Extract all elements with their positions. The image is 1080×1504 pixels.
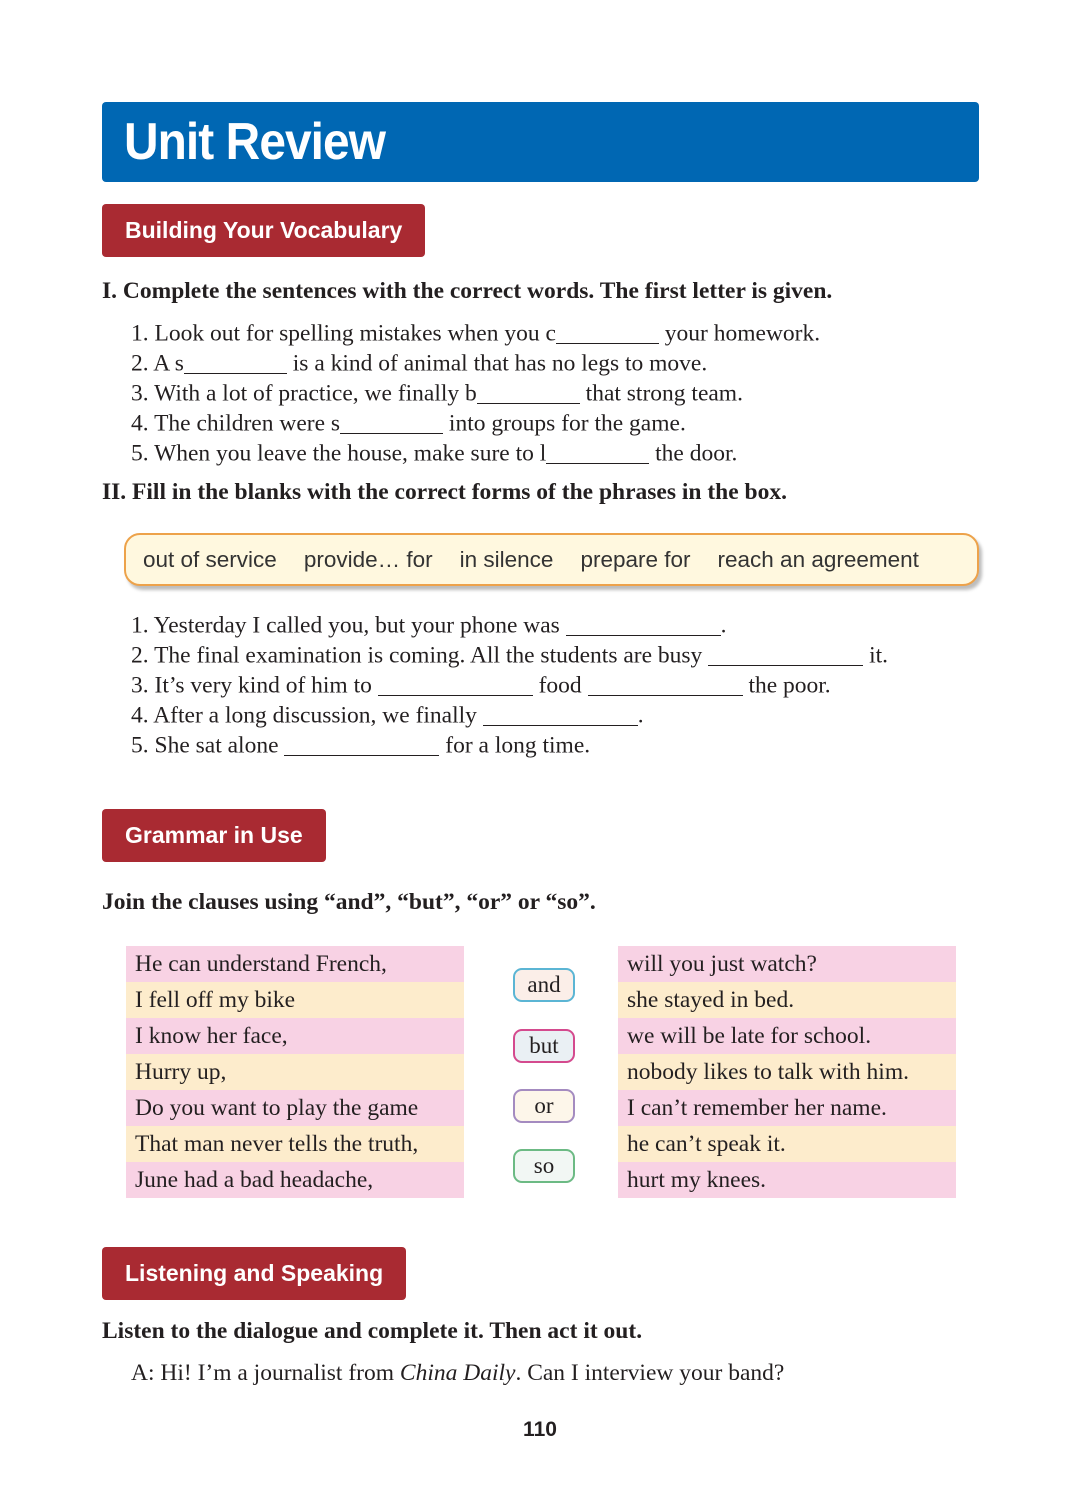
conjunction-and: and <box>513 968 575 1002</box>
answer-blank[interactable] <box>284 731 439 756</box>
item-text: the door. <box>649 440 738 467</box>
item-text: 2. A s <box>131 350 184 377</box>
right-clause: we will be late for school. <box>618 1018 956 1054</box>
item-text: for a long time. <box>439 732 591 759</box>
item-text: 4. The children were s <box>131 410 341 437</box>
item-text: 1. Yesterday I called you, but your phone was <box>131 612 566 639</box>
phrase-option: out of service <box>143 546 277 572</box>
item-text: food <box>532 672 588 699</box>
phrase-option: reach an agreement <box>717 546 919 572</box>
item-text: your homework. <box>658 320 821 347</box>
right-clause: nobody likes to talk with him. <box>618 1054 956 1090</box>
conjunction-but: but <box>513 1029 575 1063</box>
newspaper-name: China Daily <box>399 1360 516 1386</box>
item-text: the poor. <box>742 672 831 699</box>
conjunction-or: or <box>513 1089 575 1123</box>
item-text: 3. It’s very kind of him to <box>131 672 378 699</box>
right-clause: hurt my knees. <box>618 1162 956 1198</box>
phrase-item <box>131 611 727 640</box>
page-title: Unit Review <box>124 113 386 171</box>
unit-review-banner <box>102 102 979 182</box>
phrase-option: in silence <box>459 546 554 572</box>
answer-blank[interactable] <box>483 701 638 726</box>
answer-blank[interactable] <box>340 409 443 434</box>
grammar-instruction: Join the clauses using “and”, “but”, “or” or “so”. <box>102 889 596 915</box>
answer-blank[interactable] <box>588 671 743 696</box>
answer-blank[interactable] <box>708 641 863 666</box>
answer-blank[interactable] <box>184 349 287 374</box>
item-text: . <box>637 702 644 729</box>
answer-blank[interactable] <box>477 379 580 404</box>
vocab-item <box>131 349 707 378</box>
section-tag-vocabulary: Building Your Vocabulary <box>102 204 425 257</box>
vocab-item <box>131 379 743 408</box>
phrase-item <box>131 731 590 760</box>
right-clause: will you just watch? <box>618 946 956 982</box>
phrase-option: prepare for <box>580 546 691 572</box>
left-clause: He can understand French, <box>126 946 464 982</box>
item-text: . <box>720 612 727 639</box>
vocab-item <box>131 409 686 438</box>
right-clause: he can’t speak it. <box>618 1126 956 1162</box>
item-text: is a kind of animal that has no legs to move. <box>286 350 708 377</box>
answer-blank[interactable] <box>378 671 533 696</box>
conjunction-so: so <box>513 1149 575 1183</box>
left-clause: Hurry up, <box>126 1054 464 1090</box>
part1-instruction: I. Complete the sentences with the correct words. The first letter is given. <box>102 278 833 304</box>
right-clauses-table <box>618 946 956 1198</box>
item-text: 2. The final examination is coming. All the students are busy <box>131 642 709 669</box>
left-clause: That man never tells the truth, <box>126 1126 464 1162</box>
answer-blank[interactable] <box>556 319 659 344</box>
listening-instruction: Listen to the dialogue and complete it. Then act it out. <box>102 1318 643 1344</box>
vocab-item <box>131 319 820 348</box>
page-number: 110 <box>523 1418 557 1441</box>
left-clause: I fell off my bike <box>126 982 464 1018</box>
phrase-option: provide… for <box>303 546 433 572</box>
left-clause: June had a bad headache, <box>126 1162 464 1198</box>
left-clause: I know her face, <box>126 1018 464 1054</box>
dialogue-text: A: Hi! I’m a journalist from <box>131 1360 400 1386</box>
item-text: 5. When you leave the house, make sure to l <box>131 440 547 467</box>
item-text: 5. She sat alone <box>131 732 285 759</box>
answer-blank[interactable] <box>566 611 721 636</box>
dialogue-text: . Can I interview your band? <box>515 1360 785 1386</box>
right-clause: she stayed in bed. <box>618 982 956 1018</box>
item-text: into groups for the game. <box>443 410 686 437</box>
answer-blank[interactable] <box>546 439 649 464</box>
item-text: that strong team. <box>579 380 743 407</box>
left-clauses-table <box>126 946 464 1198</box>
right-clause: I can’t remember her name. <box>618 1090 956 1126</box>
phrase-item <box>131 671 831 700</box>
item-text: 3. With a lot of practice, we finally b <box>131 380 477 407</box>
item-text: 4. After a long discussion, we finally <box>131 702 483 729</box>
phrase-item <box>131 641 888 670</box>
phrase-item <box>131 701 644 730</box>
part2-instruction: II. Fill in the blanks with the correct forms of the phrases in the box. <box>102 479 787 505</box>
item-text: it. <box>863 642 888 669</box>
section-tag-grammar: Grammar in Use <box>102 809 326 862</box>
section-tag-listening: Listening and Speaking <box>102 1247 406 1300</box>
phrase-box <box>124 533 979 586</box>
left-clause: Do you want to play the game <box>126 1090 464 1126</box>
dialogue-line <box>131 1360 784 1387</box>
item-text: 1. Look out for spelling mistakes when you c <box>131 320 556 347</box>
vocab-item <box>131 439 737 468</box>
